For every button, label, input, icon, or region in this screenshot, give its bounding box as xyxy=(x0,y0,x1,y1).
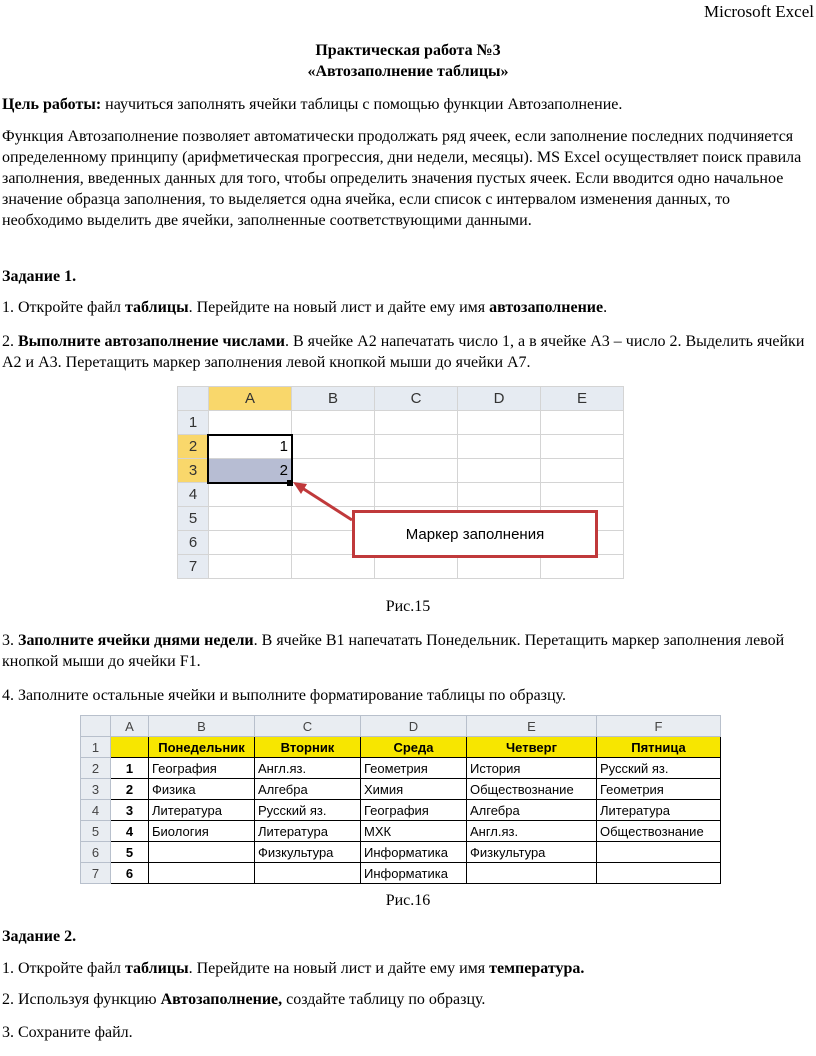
col-header-e: E xyxy=(541,387,624,411)
table-row: 4 3 Литература Русский яз. География Алгебра Литература xyxy=(81,800,721,821)
col-header-e: E xyxy=(467,716,597,737)
page-header: Microsoft Excel xyxy=(704,2,814,21)
task2-step3: 3. Сохраните файл. xyxy=(2,1024,133,1041)
col-header-f: F xyxy=(597,716,721,737)
task2-heading: Задание 2. xyxy=(2,928,77,945)
title-line-1: Практическая работа №3 xyxy=(315,42,501,59)
goal-paragraph xyxy=(2,94,812,115)
task1-step3: 3. Заполните ячейки днями недели. В ячейке В1 напечатать Понедельник. Перетащить маркер заполнения левой кнопкой мыши до ячейки F1. xyxy=(2,632,785,670)
row-header-7: 7 xyxy=(178,555,209,579)
cell-a2: 1 xyxy=(209,435,292,459)
row-header: 1 xyxy=(81,737,111,758)
figure-16-caption: Рис.16 xyxy=(385,892,431,909)
col-header-b: B xyxy=(292,387,375,411)
title-line-2: «Автозаполнение таблицы» xyxy=(307,63,509,80)
corner-cell xyxy=(178,387,209,411)
task1-step4: 4. Заполните остальные ячейки и выполните форматирование таблицы по образцу. xyxy=(2,687,566,704)
table-row: 2 1 География Англ.яз. Геометрия История Русский яз. xyxy=(81,758,721,779)
corner-cell xyxy=(81,716,111,737)
col-header-c: C xyxy=(375,387,458,411)
table-row: 5 4 Биология Литература МХК Англ.яз. Обществознание xyxy=(81,821,721,842)
header-cell: Пятница xyxy=(597,737,721,758)
header-cell: Среда xyxy=(361,737,467,758)
header-cell xyxy=(111,737,149,758)
table-row: 3 2 Физика Алгебра Химия Обществознание Геометрия xyxy=(81,779,721,800)
task2-step2: 2. Используя функцию Автозаполнение, создайте таблицу по образцу. xyxy=(2,991,486,1008)
goal-text: научиться заполнять ячейки таблицы с помощью функции Автозаполнение. xyxy=(101,96,623,113)
col-header-b: B xyxy=(149,716,255,737)
col-header-d: D xyxy=(361,716,467,737)
row-header-3: 3 xyxy=(178,459,209,483)
row-header-6: 6 xyxy=(178,531,209,555)
fill-handle-callout: Маркер заполнения xyxy=(352,510,598,558)
row-header-4: 4 xyxy=(178,483,209,507)
cell-a3: 2 xyxy=(209,459,292,483)
row-header-2: 2 xyxy=(178,435,209,459)
figure-16-spreadsheet xyxy=(80,715,735,890)
goal-label: Цель работы: xyxy=(2,96,102,113)
col-header-a: A xyxy=(111,716,149,737)
selection-outline xyxy=(207,434,293,484)
col-header-c: C xyxy=(255,716,361,737)
table-row: 7 6 Информатика xyxy=(81,863,721,884)
header-cell: Вторник xyxy=(255,737,361,758)
callout-arrow-icon xyxy=(287,478,357,538)
task2-step1: 1. Откройте файл таблицы. Перейдите на новый лист и дайте ему имя температура. xyxy=(2,960,585,977)
figure-15-spreadsheet xyxy=(177,386,643,596)
figure-16-grid xyxy=(80,715,721,884)
header-cell: Четверг xyxy=(467,737,597,758)
task1-heading: Задание 1. xyxy=(2,268,77,285)
task1-step2: 2. Выполните автозаполнение числами. В ячейке А2 напечатать число 1, а в ячейке А3 – число 2. Выделить ячейки А2 и А3. Перетащить маркер заполнения левой кнопкой мыши до ячейки А7. xyxy=(2,333,805,371)
figure-15-caption: Рис.15 xyxy=(385,598,431,615)
col-header-d: D xyxy=(458,387,541,411)
table-row: 6 5 Физкультура Информатика Физкультура xyxy=(81,842,721,863)
task1-step1: 1. Откройте файл таблицы. Перейдите на новый лист и дайте ему имя автозаполнение. xyxy=(2,299,608,316)
col-header-a: A xyxy=(209,387,292,411)
row-header-5: 5 xyxy=(178,507,209,531)
row-header-1: 1 xyxy=(178,411,209,435)
intro-paragraph: Функция Автозаполнение позволяет автоматически продолжать ряд ячеек, если заполнение последних подчиняется определенному принципу (арифметическая прогрессия, дни недели, месяцы). MS Excel осуществляет поиск правила заполнения, введенных данных для того, чтобы определить значения пустых ячеек. Если вводится одно начальное значение образца заполнения, то выделяется одна ячейка, если список с интервалом изменения данных, то необходимо выделить две ячейки, заполненные соответствующими данными. xyxy=(2,128,802,229)
header-cell: Понедельник xyxy=(149,737,255,758)
